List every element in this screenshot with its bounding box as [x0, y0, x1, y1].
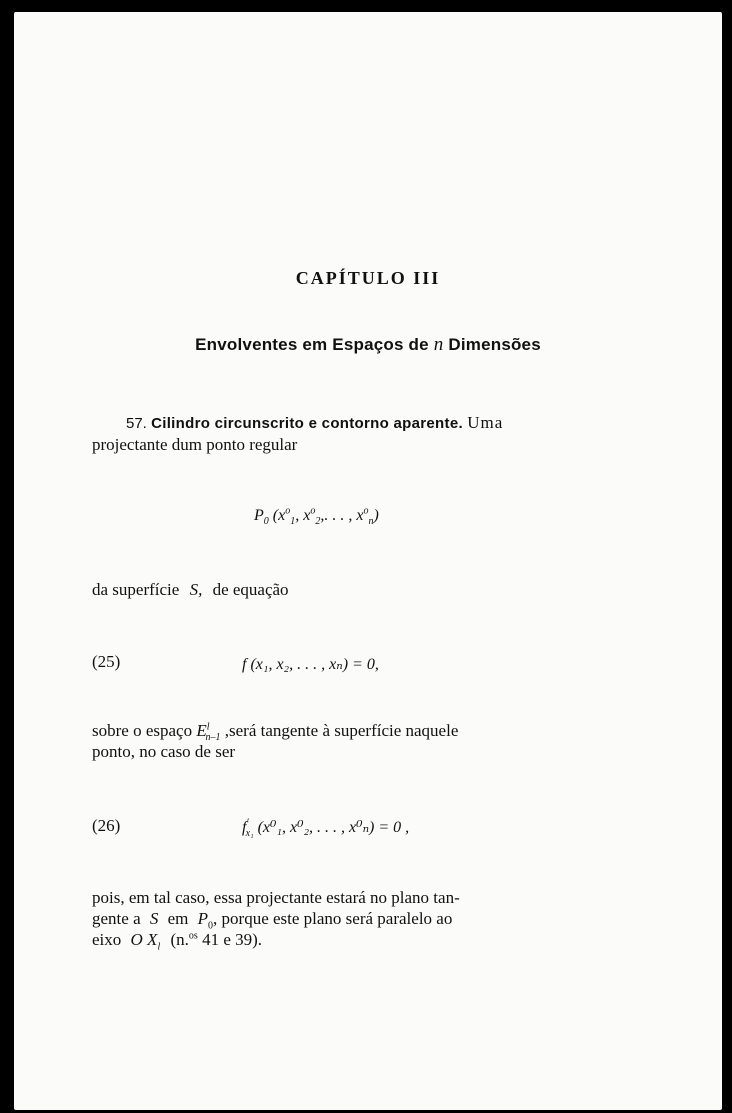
x2-sub: 2 — [315, 516, 321, 528]
point-args-open: (x — [272, 507, 286, 524]
x2-sup: o — [310, 505, 316, 517]
eq26-formula: (x⁰₁, x⁰₂, . . . , x⁰ₙ) = 0 , — [257, 819, 410, 836]
para2-after: ,será tangente à superfície naquele — [224, 721, 459, 740]
para2-E: E — [196, 721, 207, 740]
para3-line3b: (n. — [170, 930, 189, 949]
para3-S: S — [149, 909, 159, 928]
title-part2: Dimensões — [448, 335, 541, 354]
chapter-title — [14, 334, 722, 356]
section-line2: projectante dum ponto regular — [92, 435, 298, 454]
para2-E-sub: n–1 — [205, 732, 221, 744]
point-name-sub: 0 — [263, 516, 269, 528]
para3-line3a: eixo — [92, 930, 122, 949]
surface-var: S, — [189, 580, 203, 599]
section-number: 57. — [126, 415, 147, 432]
eq26-f: f — [242, 819, 247, 836]
para3-P: P — [197, 909, 209, 928]
para3-OX: O X — [130, 930, 158, 949]
book-page — [14, 12, 722, 1110]
x1-sup: o — [285, 505, 291, 517]
title-variable: n — [433, 334, 444, 355]
eq26-label: (26) — [92, 816, 121, 835]
point-name: P — [254, 507, 264, 524]
surface-text-before: da superfície — [92, 580, 180, 599]
para3-line1: pois, em tal caso, essa projectante estará no plano tan- — [92, 888, 460, 907]
title-part1: Envolventes em Espaços de — [195, 335, 429, 354]
para3-line3c: 41 e 39). — [202, 930, 263, 949]
para2-line2: ponto, no caso de ser — [92, 742, 236, 761]
surface-text-after: de equação — [212, 580, 289, 599]
para2-E-sup: l — [206, 721, 210, 733]
section-paragraph — [92, 412, 566, 455]
chapter-heading: CAPÍTULO III — [295, 268, 441, 288]
surface-line — [92, 579, 566, 600]
x1-sub: 1 — [290, 516, 296, 528]
point-ellipsis: ,. . . , x — [320, 507, 364, 524]
para2-before: sobre o espaço — [92, 721, 193, 740]
paragraph-3 — [92, 887, 566, 953]
section-line1-tail: Uma — [467, 413, 504, 432]
para3-P-sub: 0 — [208, 920, 214, 932]
para3-os: os — [188, 930, 198, 942]
eq26-prime: ′ — [246, 817, 249, 829]
eq26-sub: x₁ — [245, 828, 254, 840]
paragraph-2 — [92, 720, 566, 762]
para3-line2a: gente a — [92, 909, 141, 928]
eq25-formula: f (x₁, x₂, . . . , xₙ) = 0, — [242, 656, 379, 673]
point-close: ) — [373, 507, 379, 524]
para3-OX-sub: l — [157, 941, 161, 953]
eq25-label: (25) — [92, 652, 121, 671]
para3-line2b: em — [167, 909, 189, 928]
xn-sub: n — [368, 516, 374, 528]
point-formula — [254, 505, 379, 528]
para3-line2c: , porque este plano será paralelo ao — [213, 909, 453, 928]
xn-sup: o — [363, 505, 369, 517]
point-sep1: , x — [295, 507, 311, 524]
section-heading: Cilindro circunscrito e contorno aparente. — [151, 415, 463, 432]
eq26-formula-wrap — [242, 817, 410, 840]
